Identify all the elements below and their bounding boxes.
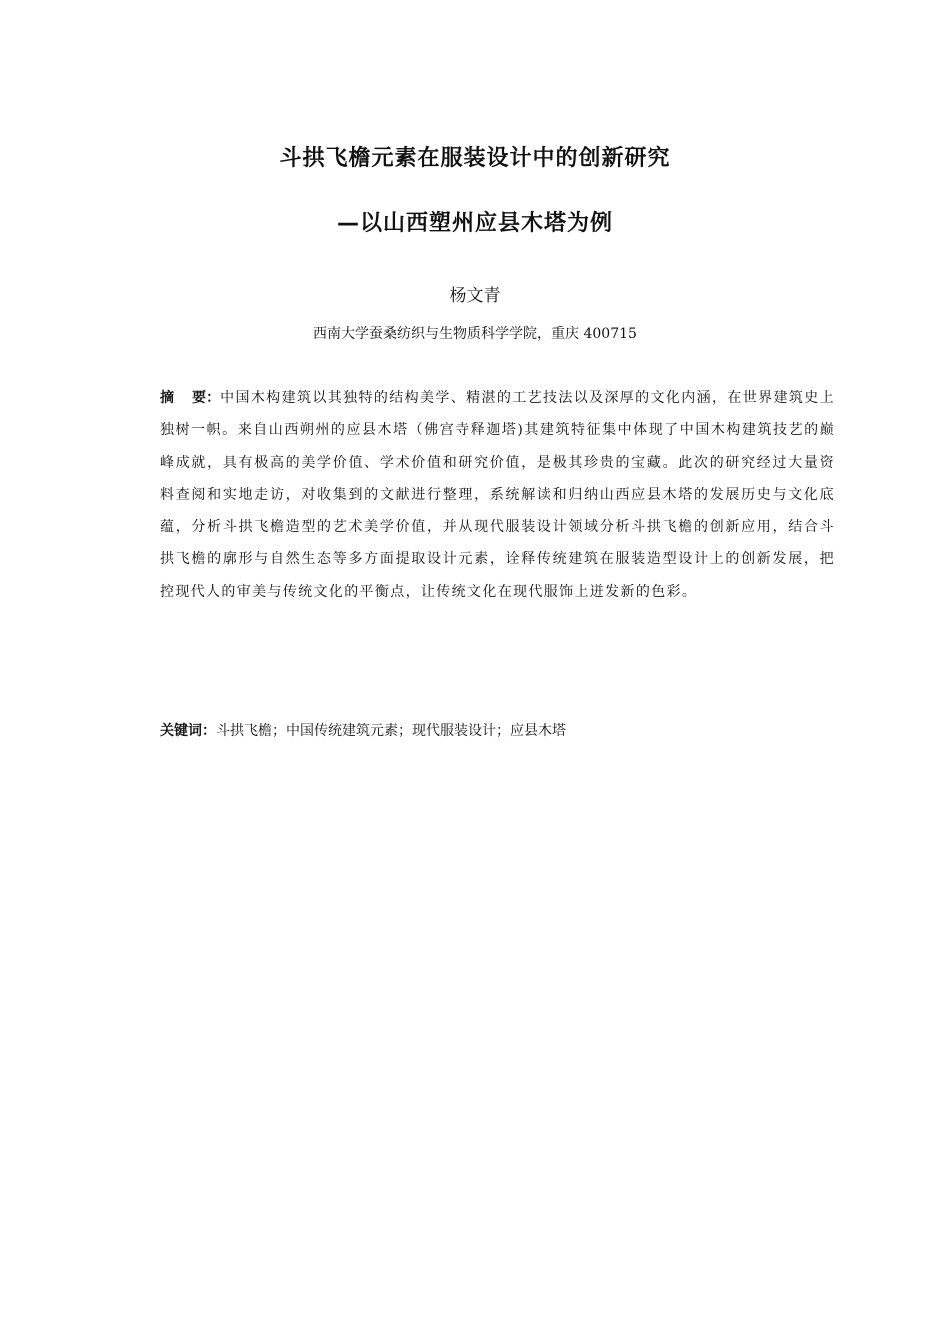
keywords-section: [160, 717, 835, 745]
author-affiliation: 西南大学蚕桑纺织与生物质科学学院，重庆 400715: [313, 326, 637, 342]
abstract-text: 中国木构建筑以其独特的结构美学、精湛的工艺技法以及深厚的文化内涵，在世界建筑史上独树一帜。来自山西朔州的应县木塔（佛宫寺释迦塔)其建筑特征集中体现了中国木构建筑技艺的巅峰成就，具有极高的美学价值、学术价值和研究价值，是极其珍贵的宝藏。此次的研究经过大量资料查阅和实地走访，对收集到的文献进行整理，系统解读和归纳山西应县木塔的发展历史与文化底蕴，分析斗拱飞檐造型的艺术美学价值，并从现代服装设计领域分析斗拱飞檐的创新应用，结合斗拱飞檐的廓形与自然生态等多方面提取设计元素，诠释传统建筑在服装造型设计上的创新发展，把控现代人的审美与传统文化的平衡点，让传统文化在现代服饰上迸发新的色彩。: [160, 390, 836, 600]
paper-subtitle: —以山西塑州应县木塔为例: [336, 211, 613, 236]
abstract-section: [160, 382, 835, 608]
keywords-label: 关键词：: [160, 723, 216, 739]
abstract-label: [160, 390, 220, 406]
paper-title: 斗拱飞檐元素在服装设计中的创新研究: [279, 146, 671, 171]
author-name: 杨文青: [449, 286, 501, 306]
abstract-label-first: 摘: [160, 390, 175, 406]
abstract-label-second: 要：: [192, 390, 221, 406]
keywords-text: 斗拱飞檐；中国传统建筑元素；现代服装设计；应县木塔: [216, 723, 566, 739]
